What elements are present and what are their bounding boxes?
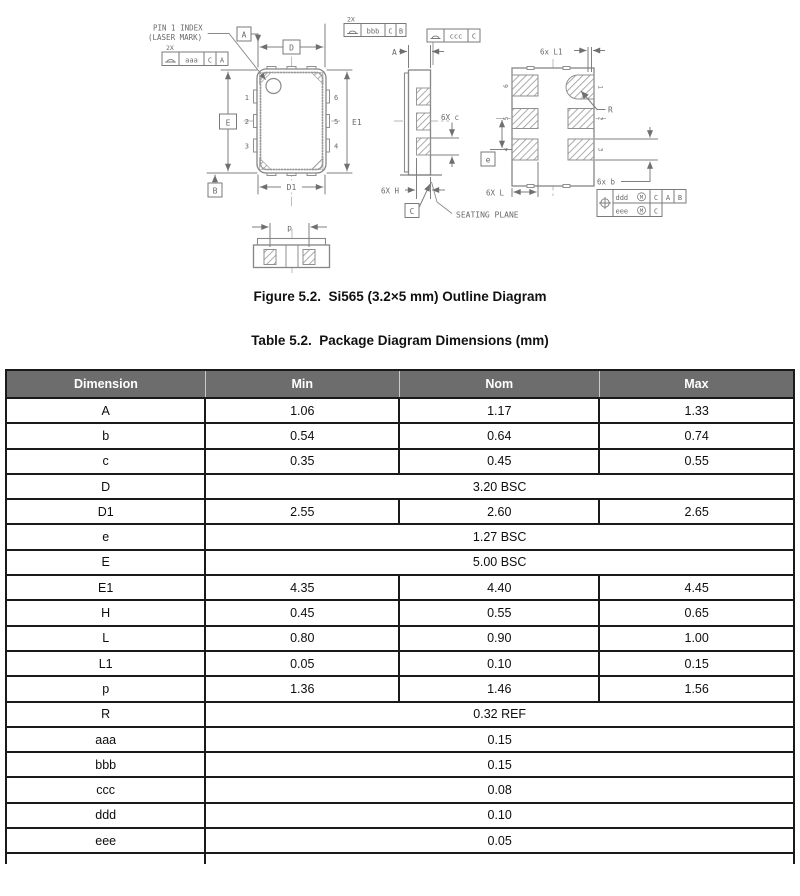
pin1-laser-mark: [266, 79, 281, 94]
table-cell: [205, 853, 794, 864]
table-cell-span: 3.20 BSC: [205, 474, 794, 499]
pad-5: [512, 109, 538, 129]
table-row: [6, 575, 794, 600]
fcf-aaa-ref2: A: [219, 56, 225, 65]
table-row: [6, 499, 794, 524]
table-cell: 0.55: [599, 449, 794, 474]
lid: [258, 239, 326, 246]
table-cell-span: 0.15: [205, 727, 794, 752]
dimension-cell: ccc: [6, 777, 205, 802]
dim-c-label: 6X c: [441, 113, 460, 122]
table-row: [6, 676, 794, 701]
table-cell: 1.06: [205, 398, 399, 423]
fcf-pos-ref1: C: [653, 194, 659, 202]
dim-c: [431, 123, 460, 168]
dim-E1-label: E1: [352, 118, 362, 127]
table-cell: 0.64: [399, 423, 599, 448]
pin-number: 6: [334, 94, 339, 102]
pad-3: [568, 139, 594, 160]
pin-number: 4: [334, 142, 339, 151]
pin-number: 2: [244, 118, 249, 126]
dimension-cell: D1: [6, 499, 205, 524]
aaa-count-label: 2X: [166, 44, 174, 52]
dimension-cell: e: [6, 524, 205, 549]
table-row: [6, 752, 794, 777]
table-row: [6, 398, 794, 423]
dim-E-label: E: [225, 118, 231, 128]
table-cell: 1.17: [399, 398, 599, 423]
pin-number: 3: [244, 142, 249, 151]
outline-diagram: [0, 0, 800, 280]
pad-number: 2: [596, 116, 604, 121]
table-cell-span: 0.05: [205, 828, 794, 853]
table-cell: 2.55: [205, 499, 399, 524]
fcf-aaa-ref1: C: [207, 56, 213, 65]
table-header-row: [6, 370, 794, 398]
table-cell: 4.35: [205, 575, 399, 600]
table-cell: 2.60: [399, 499, 599, 524]
dim-p-label: p: [287, 223, 292, 233]
dim-D-label: D: [289, 43, 294, 53]
dimension-cell: L: [6, 626, 205, 651]
dimension-cell: A: [6, 398, 205, 423]
table-row: [6, 828, 794, 853]
table-cell-span: 5.00 BSC: [205, 550, 794, 575]
table-row: [6, 474, 794, 499]
dim-E1: [327, 70, 352, 173]
table-cell: 0.45: [205, 600, 399, 625]
table-cell: 4.40: [399, 575, 599, 600]
table-cell: 1.56: [599, 676, 794, 701]
table-cell: 0.54: [205, 423, 399, 448]
table-row: [6, 727, 794, 752]
dimension-cell: c: [6, 449, 205, 474]
table-row: [6, 600, 794, 625]
dimension-cell: E1: [6, 575, 205, 600]
pad-4: [512, 139, 538, 160]
dimension-cell: b: [6, 423, 205, 448]
table-cell: 1.33: [599, 398, 794, 423]
package-dimensions-table: [5, 369, 795, 864]
pin1-note-line1: PIN 1 INDEX: [153, 23, 203, 33]
table-cell: 0.10: [399, 651, 599, 676]
table-cell: 1.00: [599, 626, 794, 651]
fcf-pos-tol1: ddd: [615, 194, 629, 202]
dimension-cell: E: [6, 550, 205, 575]
fcf-position: [597, 190, 686, 217]
dimension-cell: eee: [6, 828, 205, 853]
table-cell: [6, 853, 205, 864]
table-row: [6, 651, 794, 676]
table-row: [6, 449, 794, 474]
pin-number: 5: [334, 118, 339, 126]
table-title: Table 5.2. Package Diagram Dimensions (mm): [251, 333, 549, 348]
dimension-cell: aaa: [6, 727, 205, 752]
table-cell: 0.35: [205, 449, 399, 474]
pad-2: [568, 109, 594, 129]
datum-c-leader: [419, 184, 430, 208]
table-cell: 0.90: [399, 626, 599, 651]
fcf-pos-ref4: C: [653, 207, 659, 216]
dimension-cell: bbb: [6, 752, 205, 777]
fcf-bbb-ref1: C: [388, 27, 393, 36]
table-cell: 2.65: [599, 499, 794, 524]
fcf-aaa: [162, 52, 228, 66]
table-cell: 0.74: [599, 423, 794, 448]
dim-D1-label: D1: [286, 183, 297, 192]
header-nom: Nom: [399, 370, 599, 398]
dim-e: [490, 120, 512, 150]
dim-R-label: R: [608, 105, 613, 115]
pad-number: 5: [503, 116, 510, 121]
table-cell: 0.05: [205, 651, 399, 676]
top-view: [148, 16, 406, 208]
dimension-cell: p: [6, 676, 205, 701]
table-cell: 0.15: [599, 651, 794, 676]
table-cell-span: 0.10: [205, 803, 794, 828]
fcf-ccc-tol: ccc: [449, 32, 463, 41]
dimension-cell: L1: [6, 651, 205, 676]
table-cell-span: 0.15: [205, 752, 794, 777]
datum-b-label: B: [212, 186, 218, 196]
fcf-bbb-tol: bbb: [366, 27, 380, 36]
table-row: [6, 423, 794, 448]
pin1-note-line2: (LASER MARK): [148, 33, 203, 42]
table-row: [6, 524, 794, 549]
datum-c-label: C: [409, 207, 415, 216]
pad-number: 1: [596, 85, 604, 89]
table-cell: 1.36: [205, 676, 399, 701]
dimension-cell: H: [6, 600, 205, 625]
dim-A-label: A: [392, 48, 397, 57]
pad-1: [566, 75, 594, 99]
fcf-aaa-tol: aaa: [185, 56, 198, 65]
dimension-cell: D: [6, 474, 205, 499]
table-cell: 1.46: [399, 676, 599, 701]
header-max: Max: [599, 370, 794, 398]
dim-b-label: 6x b: [597, 177, 616, 187]
table-cell: 0.65: [599, 600, 794, 625]
end-view: [252, 223, 330, 274]
side-pads: [417, 88, 431, 155]
svg-text:M: M: [639, 195, 644, 202]
pad-number: 6: [503, 84, 510, 88]
dim-L1-label: 6x L1: [540, 47, 563, 57]
land-pattern-view: [481, 47, 686, 217]
dimension-cell: ddd: [6, 803, 205, 828]
seating-plane-leader: [432, 182, 453, 214]
fcf-pos-tol2: eee: [615, 207, 629, 216]
fcf-ccc-ref1: C: [471, 32, 477, 41]
seating-plane-label: SEATING PLANE: [456, 210, 519, 220]
dim-H-label: 6X H: [381, 186, 400, 196]
fcf-pos-ref2: A: [665, 194, 671, 202]
dim-b: [595, 127, 658, 182]
dim-L-label: 6X L: [485, 188, 504, 198]
pad-number: 3: [596, 147, 604, 152]
fcf-bbb: [344, 24, 406, 37]
svg-text:M: M: [639, 208, 644, 215]
pin-number: 1: [244, 94, 249, 102]
table-row: [6, 777, 794, 802]
datum-a-leader: [251, 34, 258, 42]
table-cell-span: 0.32 REF: [205, 702, 794, 727]
dimension-cell: R: [6, 702, 205, 727]
table-row: [6, 803, 794, 828]
datum-a-label: A: [241, 30, 247, 40]
fcf-pos-ref3: B: [677, 194, 683, 202]
table-cell: 0.45: [399, 449, 599, 474]
table-row: [6, 550, 794, 575]
bbb-count-label: 2X: [347, 15, 355, 24]
table-cell: 0.55: [399, 600, 599, 625]
table-cell: 4.45: [599, 575, 794, 600]
fcf-ccc: [427, 29, 480, 65]
datum-e-label: e: [485, 155, 491, 165]
fcf-bbb-ref2: B: [398, 27, 404, 36]
table-row-clipped: [6, 853, 794, 864]
table-cell: 0.80: [205, 626, 399, 651]
header-min: Min: [205, 370, 399, 398]
pad-6: [512, 75, 538, 96]
pad-number: 4: [503, 147, 510, 152]
figure-caption: Figure 5.2. Si565 (3.2×5 mm) Outline Diagram: [253, 289, 547, 304]
table-cell-span: 1.27 BSC: [205, 524, 794, 549]
table-row: [6, 626, 794, 651]
dim-A: [399, 45, 444, 68]
table-cell-span: 0.08: [205, 777, 794, 802]
header-dimension: Dimension: [6, 370, 205, 398]
table-row: [6, 702, 794, 727]
